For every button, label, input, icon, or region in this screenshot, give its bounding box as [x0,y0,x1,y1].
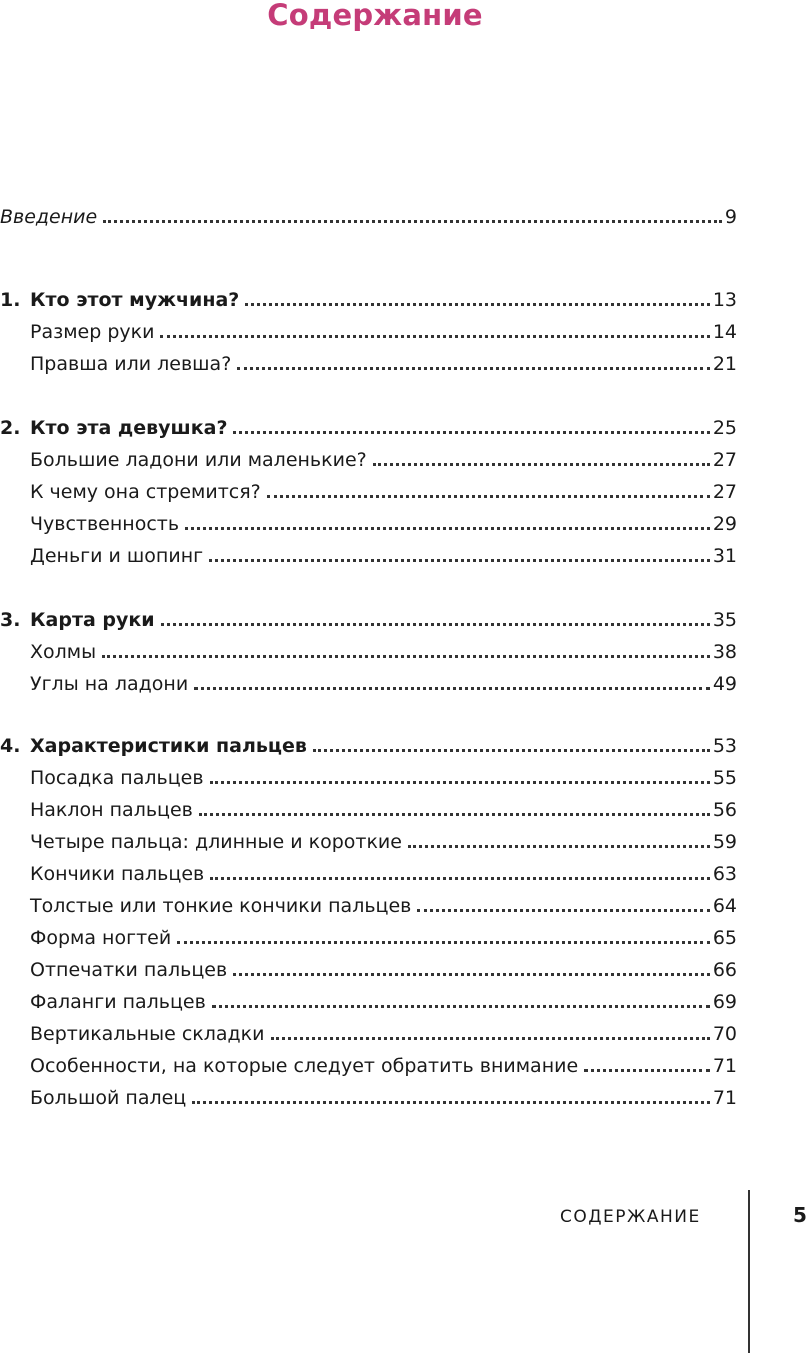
toc-page-number: 27 [712,481,737,503]
toc-chapter-4[interactable] [0,726,737,758]
toc-entry-label: Отпечатки пальцев [30,959,228,981]
toc-page-number: 13 [712,289,737,311]
toc-entry[interactable] [0,950,737,982]
toc-page-number: 55 [712,767,737,789]
dot-leader [185,527,710,530]
dot-leader [237,367,710,370]
toc-entry-label: Фаланги пальцев [30,991,206,1013]
toc-entry-label: Чувственность [30,513,180,535]
toc-entry-label: Холмы [30,641,97,663]
toc-entry-label: Наклон пальцев [30,799,193,821]
toc-entry[interactable] [0,790,737,822]
toc-page-number: 65 [712,927,737,949]
toc-page-number: 59 [712,831,737,853]
toc-page-number: 71 [712,1055,737,1077]
toc-entry-label: Большие ладони или маленькие? [30,449,367,471]
toc-entry-label: Особенности, на которые следует обратить внимание [30,1055,579,1077]
toc-entry-label: Толстые или тонкие кончики пальцев [30,895,412,917]
dot-leader [233,973,710,976]
toc-page-number: 35 [712,609,737,631]
page-number: 5 [793,1203,807,1227]
dot-leader [373,463,710,466]
toc-entry[interactable] [0,664,737,696]
toc-entry[interactable] [0,758,737,790]
dot-leader [160,335,709,338]
toc-page-number: 71 [712,1087,737,1109]
dot-leader [313,749,710,752]
toc-page-number: 64 [712,895,737,917]
toc-page-number: 49 [712,673,737,695]
toc-page-number: 38 [712,641,737,663]
dot-leader [102,655,710,658]
dot-leader [417,909,709,912]
dot-leader [212,1005,710,1008]
chapter-title: Кто этот мужчина? [30,289,240,311]
dot-leader [271,1037,710,1040]
toc-entry[interactable] [0,1014,737,1046]
toc-entry[interactable] [0,918,737,950]
toc-entry[interactable] [0,504,737,536]
toc-entry[interactable] [0,1078,737,1110]
toc-entry-label: Большой палец [30,1087,187,1109]
toc-entry[interactable] [0,536,737,568]
toc-page-number: 21 [712,353,737,375]
toc-page-number: 14 [712,321,737,343]
dot-leader [209,559,710,562]
toc-page-number: 31 [712,545,737,567]
toc-entry-label: Введение [0,206,98,228]
toc-page-number: 66 [712,959,737,981]
running-footer-section: СОДЕРЖАНИЕ [560,1207,701,1227]
toc-page-number: 29 [712,513,737,535]
chapter-number: 2. [0,417,21,439]
toc-page-number: 56 [712,799,737,821]
toc-entry-label: Вертикальные складки [30,1023,265,1045]
chapter-number: 4. [0,735,21,757]
toc-chapter-1[interactable] [0,280,737,312]
toc-page-number: 69 [712,991,737,1013]
dot-leader [192,1101,710,1104]
dot-leader [177,941,710,944]
toc-page-number: 63 [712,863,737,885]
toc-page-number: 27 [712,449,737,471]
dot-leader [233,431,709,434]
toc-page-number: 9 [724,206,737,228]
page-title: Содержание [267,0,483,32]
toc-entry[interactable] [0,440,737,472]
chapter-number: 3. [0,609,21,631]
chapter-title: Характеристики пальцев [30,735,307,757]
dot-leader [245,303,709,306]
toc-entry-label: Форма ногтей [30,927,172,949]
toc-entry-label: К чему она стремится? [30,481,261,503]
dot-leader [267,495,710,498]
toc-entry-label: Размер руки [30,321,155,343]
toc-entry[interactable] [0,632,737,664]
dot-leader [199,813,710,816]
chapter-number: 1. [0,289,21,311]
toc-entry-intro[interactable] [0,197,737,229]
toc-entry-label: Деньги и шопинг [30,545,204,567]
toc-entry-label: Кончики пальцев [30,863,205,885]
toc-entry-label: Четыре пальца: длинные и короткие [30,831,402,853]
toc-entry-label: Посадка пальцев [30,767,204,789]
dot-leader [161,623,710,626]
toc-entry-label: Углы на ладони [30,673,189,695]
dot-leader [210,877,710,880]
toc-page-number: 25 [712,417,737,439]
toc-entry[interactable] [0,822,737,854]
chapter-title: Кто эта девушка? [30,417,228,439]
toc-entry[interactable] [0,344,737,376]
toc-page-number: 53 [712,735,737,757]
dot-leader [408,845,710,848]
toc-entry[interactable] [0,854,737,886]
toc-page-number: 70 [712,1023,737,1045]
chapter-title: Карта руки [30,609,155,631]
toc-entry-label: Правша или левша? [30,353,232,375]
toc-chapter-2[interactable] [0,408,737,440]
toc-entry[interactable] [0,312,737,344]
toc-entry[interactable] [0,472,737,504]
dot-leader [584,1069,710,1072]
dot-leader [194,687,710,690]
dot-leader [210,781,710,784]
toc-chapter-3[interactable] [0,600,737,632]
toc-entry[interactable] [0,886,737,918]
footer-divider [748,1190,750,1353]
toc-entry[interactable] [0,1046,737,1078]
toc-entry[interactable] [0,982,737,1014]
dot-leader [103,220,722,223]
